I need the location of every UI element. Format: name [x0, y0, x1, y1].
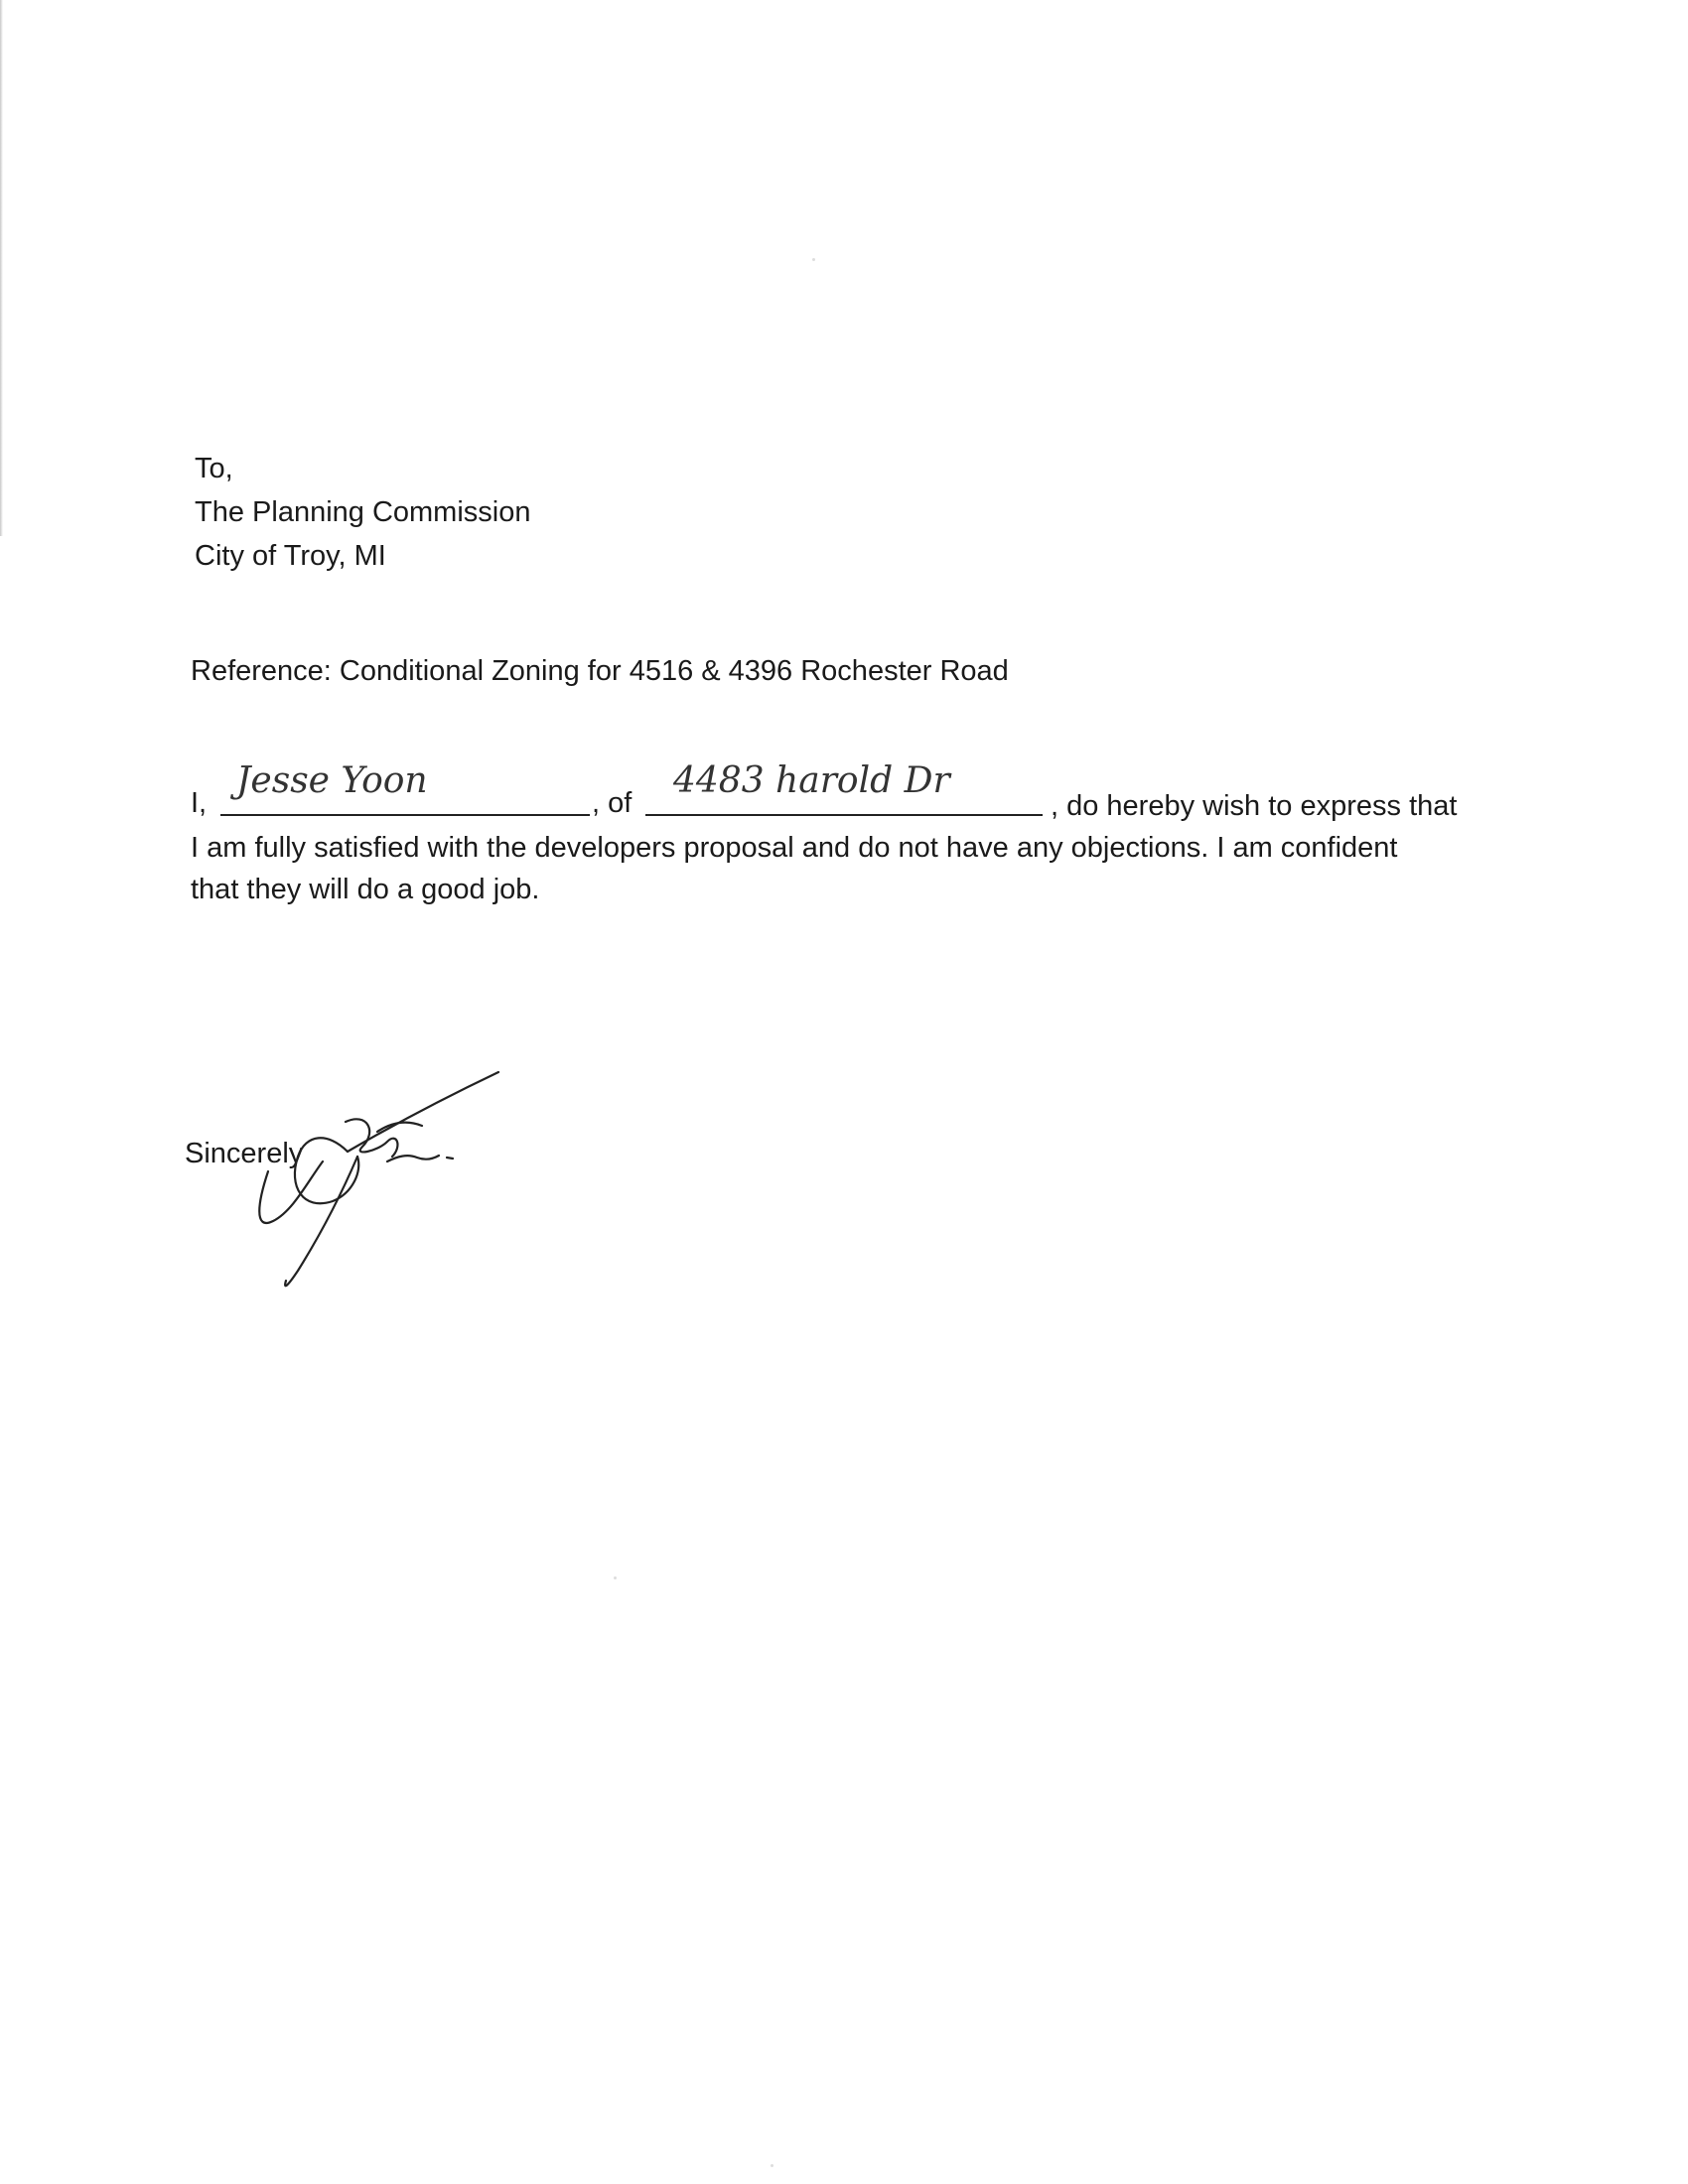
recipient-name: The Planning Commission — [195, 496, 531, 528]
statement-prefix: I, — [191, 787, 208, 819]
statement-suffix: , do hereby wish to express that — [1051, 790, 1458, 822]
statement-line-2: I am fully satisfied with the developers proposal and do not have any objections. I am confident — [191, 832, 1398, 864]
address-blank-line — [645, 814, 1043, 816]
name-blank-line — [220, 814, 590, 816]
handwritten-address: 4483 harold Dr — [673, 760, 950, 801]
closing: Sincerely — [185, 1138, 304, 1169]
reference-line: Reference: Conditional Zoning for 4516 & 4396 Rochester Road — [191, 655, 1009, 687]
recipient-location: City of Troy, MI — [195, 540, 386, 572]
handwritten-signature — [228, 1062, 526, 1300]
handwritten-name: Jesse Yoon — [236, 760, 428, 801]
scan-edge-shadow — [0, 0, 3, 536]
scan-speck — [771, 2164, 774, 2167]
salutation: To, — [195, 453, 233, 484]
scan-speck — [812, 258, 815, 261]
statement-line-3: that they will do a good job. — [191, 874, 540, 905]
statement-connector: , of — [592, 787, 633, 819]
scan-speck — [614, 1576, 617, 1579]
